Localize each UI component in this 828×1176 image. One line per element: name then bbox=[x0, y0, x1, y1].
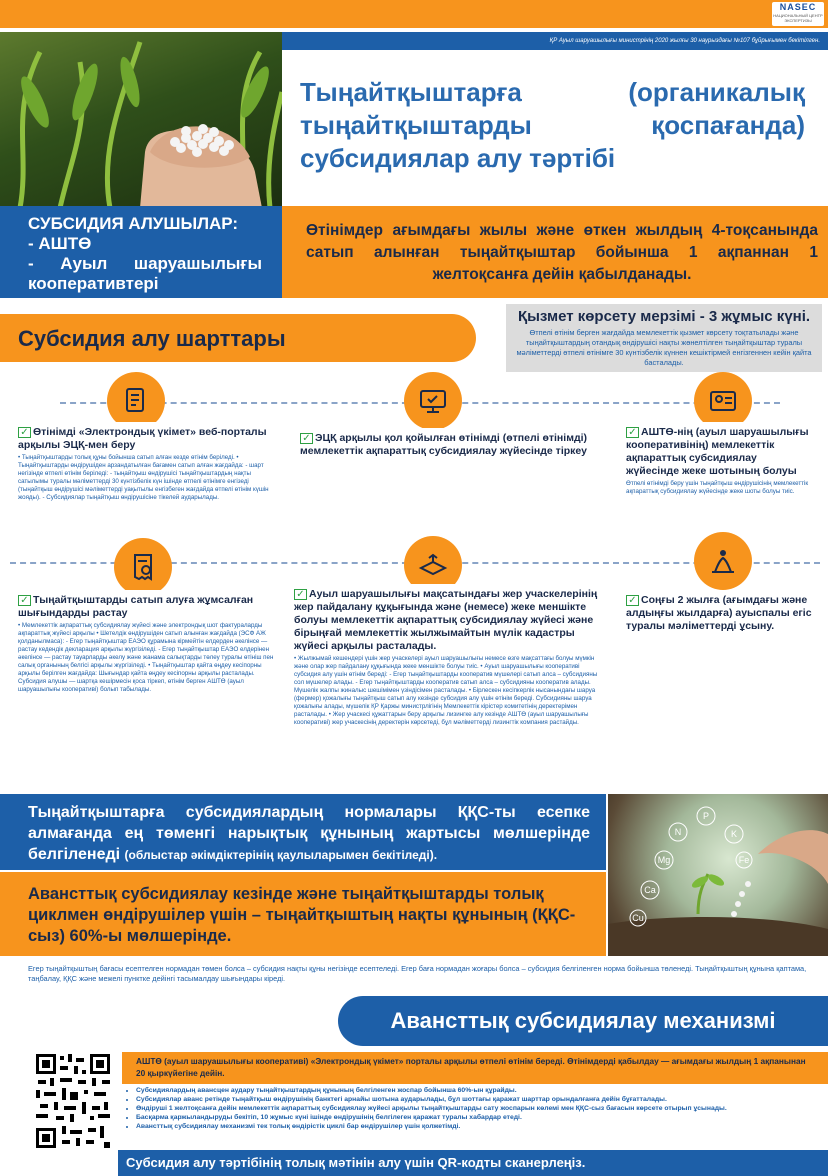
card-title: Ауыл шаруашылығы мақсатындағы жер учаскелерінің жер пайдалану құқығында және (немесе) жеке меншікте болуы мемлекеттік ақпараттық субсидиялау жүйесі және бірыңғай мемлекеттік жылжымайтын мүлік кадастры жүйесі арқылы расталады. bbox=[294, 588, 598, 652]
nutrient-label: K bbox=[730, 829, 738, 839]
list-item: • Субсидиялар аванс ретінде тыңайтқыш өндірушінің банктегі арнайы шотына аударылады, бұл шоттағы қаражат шарттар орындалғанға дейін бұғатталады. bbox=[136, 1095, 824, 1104]
card-title: Өтінімді «Электрондық үкімет» веб-порталы арқылы ЭЦҚ-мен беру bbox=[18, 426, 267, 451]
norms-panel bbox=[0, 794, 606, 870]
price-note: Егер тыңайтқыштың бағасы есептелген нормадан төмен болса – субсидия нақты құны негізінде есептеледі. Егер баға нормадан жоғары болса – субсидия белгіленген норма бойынша төленеді. Тыңайтқыштың құнына қаптама, таңбалау, ҚҚС және межелі пунктке дейінгі тасымалдау шығындары кіреді. bbox=[28, 964, 807, 983]
service-term-body: Өтпелі өтінім берген жағдайда мемлекеттік қызмет көрсету тоқтатылады және тыңайтқыштардың отандық өндірушісі нақты жөнелтілген тыңайтқыштар туралы мәліметтерді өтпелі өтінімге 30 күнтізбелік күннен кешіктірмей енгізгеннен кейін қайта басталады. bbox=[516, 328, 812, 367]
receipt-icon bbox=[114, 538, 172, 596]
mechanism-title: Авансттық субсидиялау механизмі bbox=[338, 996, 828, 1046]
footer-qr-instruction: Субсидия алу тәртібінің толық мәтінін алу үшін QR-кодты сканерлеңіз. bbox=[118, 1150, 828, 1176]
recipient-item: - Ауыл шаруашылығы кооперативтері bbox=[28, 254, 262, 293]
condition-card-1 bbox=[10, 422, 282, 534]
condition-card-2 bbox=[292, 428, 612, 468]
applications-panel: Өтінімдер ағымдағы жылы және өткен жылдың 4-тоқсанында сатып алынған тыңайтқыштар бойынша 1 ақпаннан 1 желтоқсанға дейін қабылданады. bbox=[282, 206, 828, 298]
card-title: ЭЦҚ арқылы қол қойылған өтінімді (өтпелі өтінімді) мемлекеттік ақпараттық субсидиялау жүйесінде тіркеу bbox=[300, 432, 588, 457]
nasec-logo bbox=[772, 2, 824, 26]
decree-strip: ҚР Ауыл шаруашылығы министрінің 2020 жылғы 30 наурыздағы №107 бұйрығымен бекітілген. bbox=[282, 32, 828, 50]
condition-card-3 bbox=[618, 422, 820, 510]
norms-main: Тыңайтқыштарға субсидиялардың нормалары ҚҚС-ты есепке алмағанда ең төменгі нарықтық құнының жартысы мөлшерінде белгіленеді bbox=[28, 804, 590, 863]
condition-card-6 bbox=[618, 590, 820, 670]
card-title: АШТӨ-нің (ауыл шаруашылығы кооперативінің) мемлекеттік ақпараттық субсидиялау жүйесінде жеке шотының болуы bbox=[626, 426, 809, 477]
recipients-title: СУБСИДИЯ АЛУШЫЛАР: bbox=[28, 214, 239, 233]
fertilizer-hand-photo bbox=[0, 32, 282, 208]
card-body: • Тыңайтқыштарды толық құны бойынша сатып алған кезде өтінім беріледі. • Тыңайтқыштарды өндірушіден арзандатылған бағамен сатып алған жағдайда: - шарт негізінде өтпелі өтінім беріледі: - тыңайтқыш өндірушісі тыңайтқыштардың нақты сатылымы туралы мәліметтерді 30 күнтізбелік күн ішінде өтпелі өтінімге енгізеді (тыңайтқыш өндірушісі мәліметтерді уақытылы енгізбеген жағдайда өтпелі өтінім күшін жояды). - Субсидиялар тыңайтқыш өндірушісіне тікелей аударылады. bbox=[18, 454, 269, 501]
card-body: • Мемлекеттік ақпараттық субсидиялау жүйесі және электрондық шот фактураларды ақпараттық жүйесі арқылы • Шетелдік өндірушіден сатып алынған жағдайда (ЭСФ АЖ қолданылмаса): - Егер тыңайтқыштар ЕАЭО құрамына кірмейтін елдерден әкелінсе — растау кедендік декларация арқылы жүргізіледі. - Егер тыңайтқыштар ЕАЭО елдерінен әкелінсе — растау тауарларды әкелу және жанама салықтарды төлеу туралы өтініш пен салық органының белгісі арқылы жүргізіледі. • Тыңайтқыштар қайта өңдеу кесіпорны арқылы берілген жағдайда: Шығындар қайта өңдеу кесіпорны арқылы расталады. Субсидия алушы — шартқа кешірмесін қоса тіркеп, өтінім берген АШТӨ (ауыл шаруашылығы кооперативі) болып табылады. bbox=[18, 622, 274, 693]
service-term-title: Қызмет көрсету мерзімі - 3 жұмыс күні. bbox=[517, 308, 811, 325]
advance-panel: Авансттық субсидиялау кезінде және тыңайтқыштарды толық циклмен өндірушілер үшін – тыңайтқыштың нақты құнының (ҚҚС-сыз) 60%-ы мөлшерінде. bbox=[0, 872, 606, 956]
mechanism-list bbox=[124, 1086, 824, 1131]
logo-subtext: НАЦИОНАЛЬНЫЙ ЦЕНТР ЭКСПЕРТИЗЫ bbox=[773, 13, 823, 23]
list-item: • Өндіруші 1 желтоқсанға дейін мемлекеттік ақпараттық субсидиялау жүйесі арқылы тыңайтқыштарды сату жоспарын көлемі мен ҚҚС-сыз бағасын көрсете отырып ұсынады. bbox=[136, 1104, 824, 1113]
mechanism-lead: АШТӨ (ауыл шаруашылығы кооперативі) «Электрондық үкімет» порталы арқылы өтпелі өтінім береді. Өтінімдерді қабылдау — ағымдағы жылдың 1 ақпанынан 20 қыркүйегіне дейін. bbox=[122, 1052, 828, 1084]
nutrient-label: Mg bbox=[657, 855, 671, 865]
card-title: Тыңайтқыштарды сатып алуға жұмсалған шығындарды растау bbox=[18, 594, 254, 619]
qr-code[interactable] bbox=[34, 1052, 112, 1150]
nutrient-label: Fe bbox=[738, 855, 750, 865]
conditions-title: Субсидия алу шарттары bbox=[18, 326, 286, 351]
recipients-panel bbox=[0, 206, 282, 298]
crop-field-icon bbox=[694, 532, 752, 590]
check-icon: ✓ bbox=[300, 433, 313, 444]
check-icon: ✓ bbox=[18, 427, 31, 438]
recipient-item: - АШТӨ bbox=[28, 234, 92, 253]
top-bar bbox=[0, 0, 828, 28]
check-icon: ✓ bbox=[18, 595, 31, 606]
nutrient-label: Cu bbox=[632, 913, 644, 923]
soil-nutrients-photo bbox=[608, 794, 828, 956]
norms-sub: (облыстар әкімдіктерінің қаулыларымен бекітіледі). bbox=[124, 848, 438, 862]
check-icon: ✓ bbox=[626, 595, 639, 606]
list-item: • Басқарма қаржыландыруды бекітіп, 10 жұмыс күні ішінде өндірушінің белгілеген қаражат туралы хабардар етеді. bbox=[136, 1113, 824, 1122]
card-body: • Жылжымай кешендері үшін жер учаскелері ауыл шаруашылығы немесе өзге мақсаттағы болуы мүмкін және олар жер пайдалану құқығында жеке меншікте болуы тиіс. • Ауыл шаруашылығы кооперативі субсидия алу үшін өтінім береді: - Егер тыңайтқыштарды кооператив мүшелері сатып алса – субсидияны сол мүшелер алады. - Егер тыңайтқыштарды кооператив сатып алса – субсидияны кооператив алады. Мүшелік жалпы жиналыс шешімімен үзіндісімен расталады. • Бірлескен кесіпкерлік нысанындағы шаруа (фермер) қожалығы тыңайтқыш сатып алу кезінде субсидия алу үшін өтінім береді. Субсидияны шаруа қожалығы алады, мүшелік ҚР Қаржы министрлігінің Мемлекеттік кірістер комитетінің деректерімен расталады. • Жер учаскесі құжаттарын беру арқылы лизингке алу кезінде АШТӨ (ауыл шаруашылығы кооперативі) жер учаскесінің деректерін көрсетеді, бұл мәліметтерді лизингтік компания растайды. bbox=[294, 655, 598, 726]
check-icon: ✓ bbox=[626, 427, 639, 438]
card-title: Соңғы 2 жылға (ағымдағы және алдыңғы жылдарға) ауыспалы егіс туралы мәліметтерді ұсыну. bbox=[626, 594, 812, 632]
page-title: Тыңайтқыштарға (органикалық тыңайтқыштарды қоспағанда) субсидиялар алу тәртібі bbox=[300, 77, 805, 173]
nutrient-label: Ca bbox=[644, 885, 656, 895]
nutrient-label: N bbox=[674, 827, 682, 837]
card-body: Өтпелі өтінімді беру үшін тыңайтқыш өндірушісінің мемлекеттік ақпараттық субсидиялау жүйесінде жеке шоты болуы тиіс. bbox=[626, 480, 809, 495]
list-item: • Авансттық субсидиялау механизмі тек толық өндірістік циклі бар өндірушілер үшін қолжетімді. bbox=[136, 1122, 824, 1131]
monitor-icon bbox=[404, 372, 462, 430]
condition-card-5 bbox=[286, 584, 614, 784]
logo-text: NASEC bbox=[779, 2, 817, 12]
check-icon: ✓ bbox=[294, 589, 307, 600]
service-term-box bbox=[506, 304, 822, 372]
condition-card-4 bbox=[10, 590, 282, 750]
nutrient-label: P bbox=[702, 811, 710, 821]
list-item: • Субсидиялардың авансцен аудару тыңайтқыштардың құнының белгіленген жоспар бойынша 60%-ын құрайды. bbox=[136, 1086, 824, 1095]
